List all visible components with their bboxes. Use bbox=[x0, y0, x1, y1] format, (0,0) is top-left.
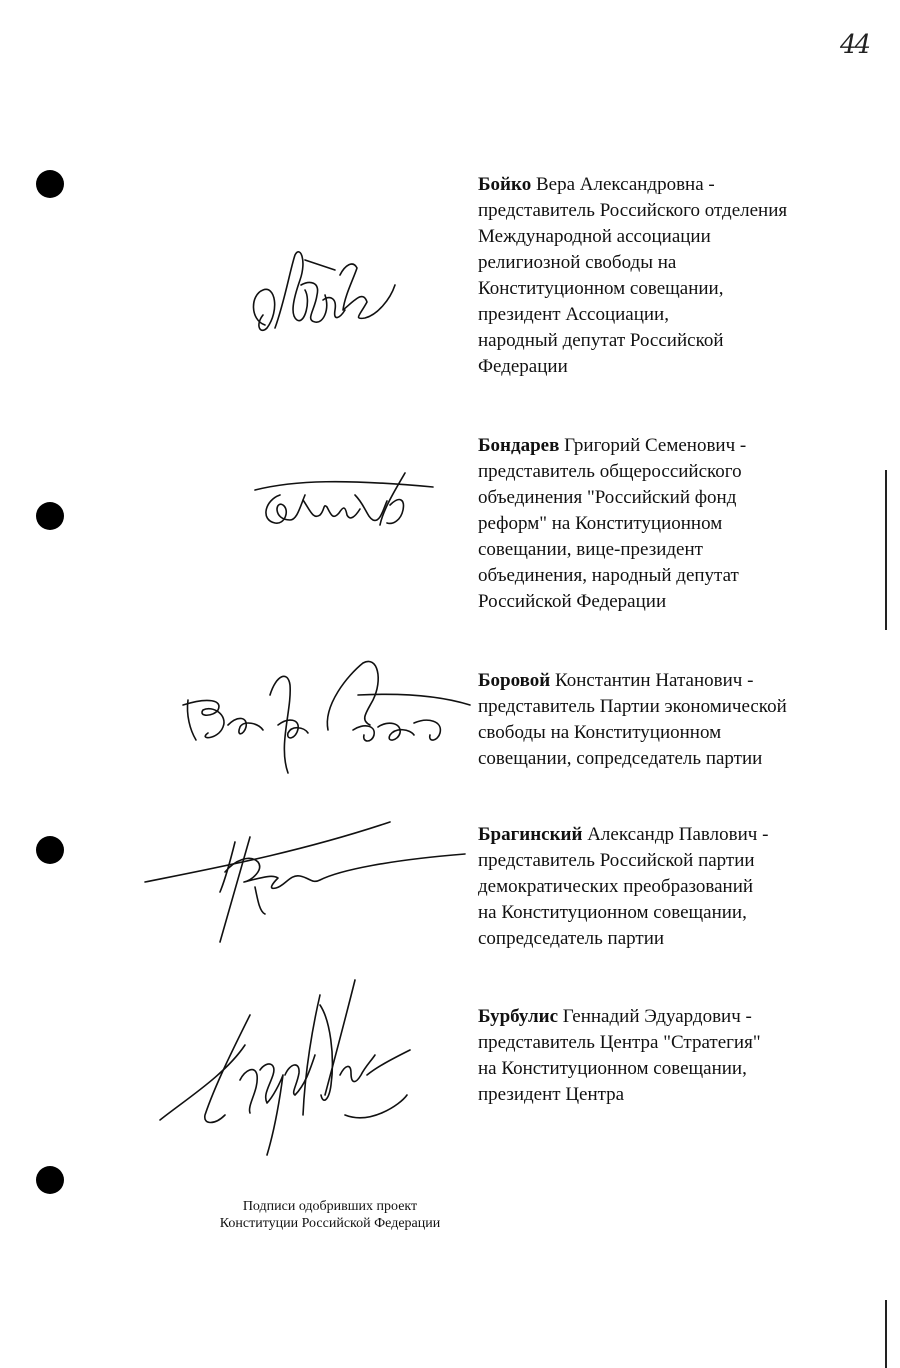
entry-line: президент Ассоциации, bbox=[478, 304, 669, 325]
signatory-name-rest: Григорий Семенович - bbox=[559, 435, 747, 456]
entry-line: объединения, народный депутат bbox=[478, 565, 739, 586]
entry-heading bbox=[478, 172, 838, 198]
entry-line: президент Центра bbox=[478, 1084, 625, 1105]
binder-hole bbox=[36, 170, 64, 198]
signatory-name-rest: Александр Павлович - bbox=[582, 824, 769, 845]
signatory-surname: Боровой bbox=[478, 670, 551, 691]
entry-line: религиозной свободы на bbox=[478, 252, 677, 273]
entry-line: совещании, сопредседатель партии bbox=[478, 748, 763, 769]
signatory-entry bbox=[478, 1004, 838, 1108]
entry-line: демократических преобразований bbox=[478, 876, 754, 897]
signatory-entry bbox=[478, 172, 838, 380]
signatory-surname: Бойко bbox=[478, 174, 532, 195]
entry-line: на Конституционном совещании, bbox=[478, 902, 747, 923]
entry-line: объединения "Российский фонд bbox=[478, 487, 737, 508]
entry-line: представитель общероссийского bbox=[478, 461, 742, 482]
caption-line: Подписи одобривших проект bbox=[242, 1199, 418, 1214]
scan-edge-mark bbox=[885, 470, 887, 630]
entry-line: сопредседатель партии bbox=[478, 928, 665, 949]
signatory-name-rest: Вера Александровна - bbox=[531, 174, 715, 195]
signatory-entry bbox=[478, 668, 838, 772]
binder-hole bbox=[36, 1166, 64, 1194]
handwritten-signature bbox=[255, 465, 435, 535]
page-number: 44 bbox=[840, 30, 870, 60]
entry-line: представитель Центра "Стратегия" bbox=[478, 1032, 761, 1053]
entry-line: Конституционном совещании, bbox=[478, 278, 724, 299]
handwritten-signature bbox=[245, 240, 405, 340]
entry-heading bbox=[478, 822, 838, 848]
entry-line: на Конституционном совещании, bbox=[478, 1058, 747, 1079]
handwritten-signature bbox=[178, 655, 478, 785]
signatures-caption bbox=[190, 1198, 470, 1232]
entry-line: совещании, вице-президент bbox=[478, 539, 703, 560]
entry-heading bbox=[478, 668, 838, 694]
signatory-name-rest: Константин Натанович - bbox=[550, 670, 754, 691]
signatory-name-rest: Геннадий Эдуардович - bbox=[558, 1006, 752, 1027]
entry-line: Российской Федерации bbox=[478, 591, 667, 612]
signatory-surname: Бурбулис bbox=[478, 1006, 558, 1027]
entry-line: народный депутат Российской bbox=[478, 330, 724, 351]
entry-line: представитель Российского отделения bbox=[478, 200, 788, 221]
entry-line: представитель Российской партии bbox=[478, 850, 755, 871]
signatory-surname: Бондарев bbox=[478, 435, 560, 456]
entry-line: реформ" на Конституционном bbox=[478, 513, 723, 534]
binder-hole bbox=[36, 502, 64, 530]
entry-line: Федерации bbox=[478, 356, 568, 377]
entry-heading bbox=[478, 1004, 838, 1030]
entry-line: Международной ассоциации bbox=[478, 226, 711, 247]
handwritten-signature bbox=[140, 812, 470, 952]
entry-line: представитель Партии экономической bbox=[478, 696, 787, 717]
signatory-entry bbox=[478, 822, 838, 952]
signatory-surname: Брагинский bbox=[478, 824, 583, 845]
caption-line: Конституции Российской Федерации bbox=[219, 1216, 441, 1231]
entry-heading bbox=[478, 433, 838, 459]
scan-edge-mark bbox=[885, 1300, 887, 1368]
entry-line: свободы на Конституционном bbox=[478, 722, 722, 743]
signatory-entry bbox=[478, 433, 838, 615]
handwritten-signature bbox=[155, 975, 415, 1165]
binder-hole bbox=[36, 836, 64, 864]
